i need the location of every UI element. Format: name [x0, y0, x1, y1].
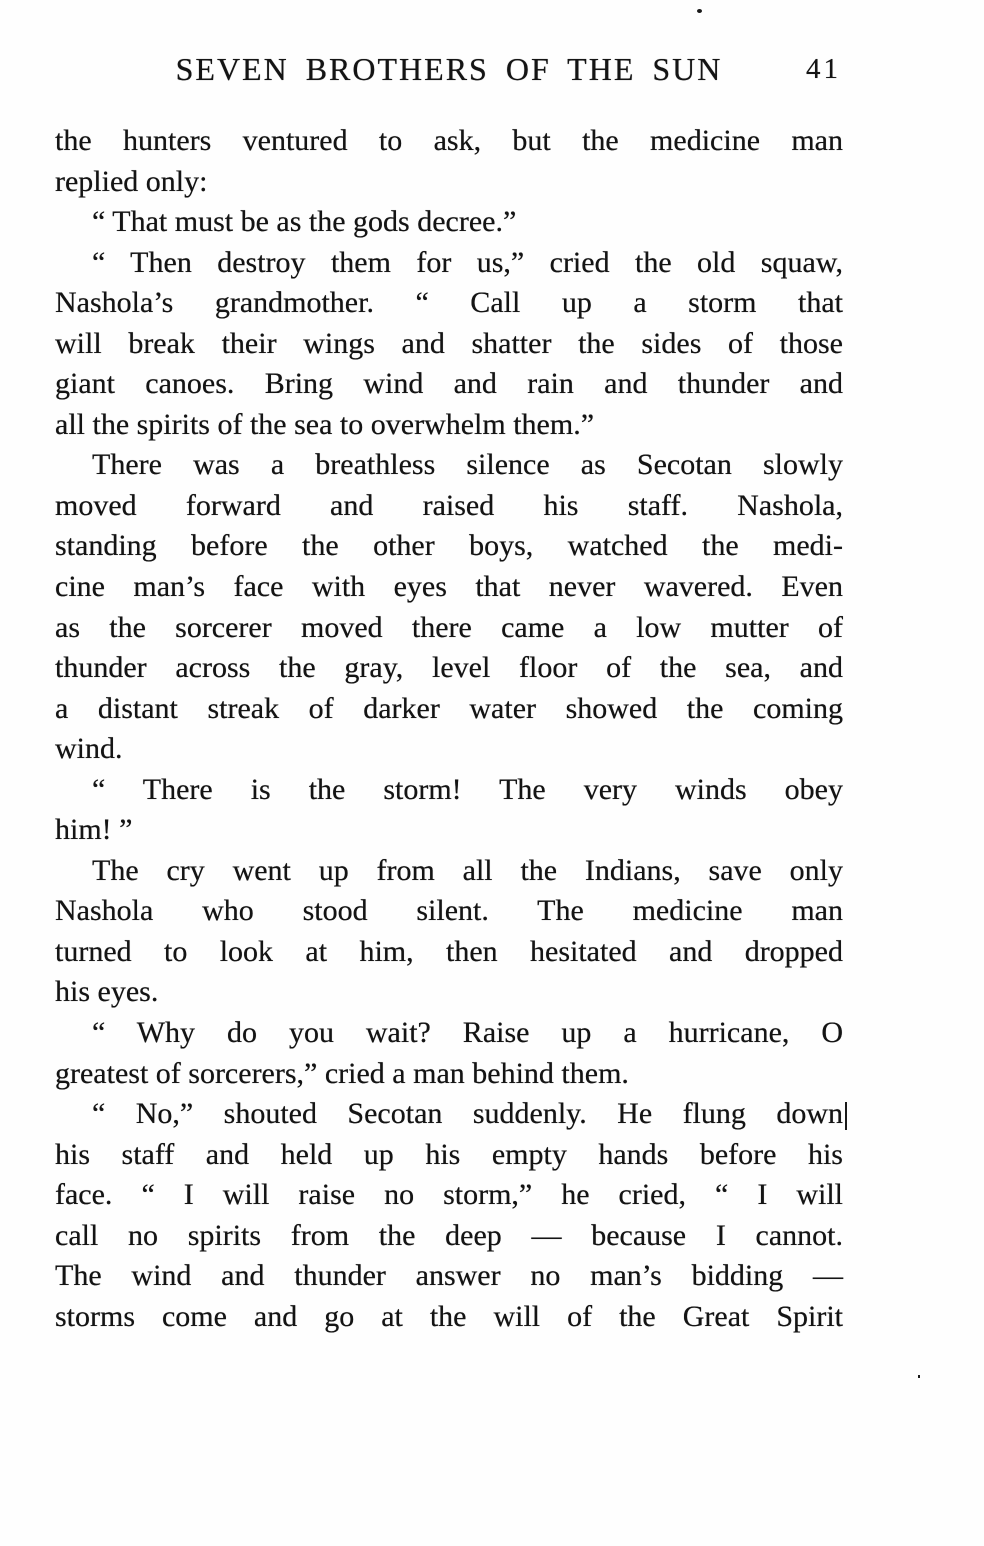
text-line: call no spirits from the deep — because I cannot.: [55, 1218, 843, 1252]
text-line: wind.: [55, 732, 123, 766]
text-line: his eyes.: [55, 975, 159, 1009]
text-line: all the spirits of the sea to overwhelm them.”: [55, 407, 595, 441]
page-number: 41: [806, 53, 841, 85]
text-line: replied only:: [55, 164, 208, 198]
text-line: “ Then destroy them for us,” cried the old squaw,: [92, 245, 843, 279]
text-line: the hunters ventured to ask, but the medicine man: [55, 124, 843, 157]
text-line: There was a breathless silence as Secotan slowly: [92, 448, 843, 482]
text-line: cine man’s face with eyes that never wavered. Even: [55, 570, 843, 604]
text-line: Nashola who stood silent. The medicine man: [55, 894, 843, 928]
text-line: moved forward and raised his staff. Nashola,: [55, 488, 843, 522]
text-line: The wind and thunder answer no man’s bidding —: [55, 1259, 843, 1293]
text-line: thunder across the gray, level floor of the sea, and: [55, 651, 843, 685]
text-line: as the sorcerer moved there came a low mutter of: [55, 610, 843, 644]
text-line: greatest of sorcerers,” cried a man behind them.: [55, 1056, 629, 1090]
text-line: him! ”: [55, 813, 133, 847]
text-line: face. “ I will raise no storm,” he cried, “ I will: [55, 1178, 843, 1212]
scan-speck-bottom: [918, 1375, 920, 1378]
text-line: “ No,” shouted Secotan suddenly. He flung down: [92, 1097, 843, 1131]
text-line: giant canoes. Bring wind and rain and thunder and: [55, 367, 843, 401]
text-line: his staff and held up his empty hands before his: [55, 1137, 843, 1171]
scan-bar-artifact: [845, 1102, 847, 1130]
running-header: [55, 48, 843, 90]
text-line: will break their wings and shatter the sides of those: [55, 326, 843, 360]
text-line: a distant streak of darker water showed the coming: [55, 691, 843, 725]
text-line: turned to look at him, then hesitated and dropped: [55, 934, 843, 968]
text-line: “ That must be as the gods decree.”: [92, 205, 517, 239]
body-text: [55, 121, 843, 1337]
text-line: “ There is the storm! The very winds obey: [92, 772, 843, 806]
text-line: Nashola’s grandmother. “ Call up a storm that: [55, 286, 843, 320]
scan-speck-top: [697, 9, 702, 13]
text-line: “ Why do you wait? Raise up a hurricane, O: [92, 1016, 843, 1050]
chapter-running-title: SEVEN BROTHERS OF THE SUN: [175, 51, 723, 87]
text-line: The cry went up from all the Indians, save only: [92, 853, 843, 887]
text-line: standing before the other boys, watched the medi-: [55, 529, 843, 563]
text-line: storms come and go at the will of the Great Spirit: [55, 1299, 843, 1333]
